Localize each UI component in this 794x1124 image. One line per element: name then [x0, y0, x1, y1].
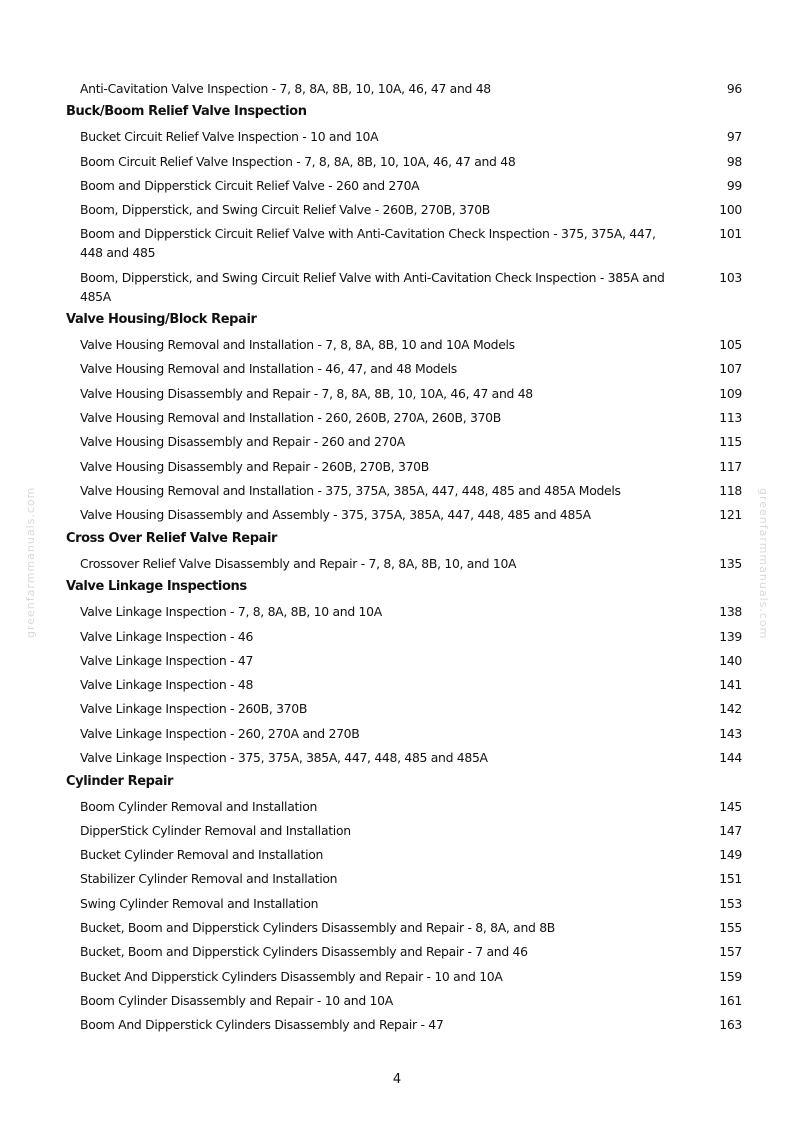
- toc-entry[interactable]: [66, 76, 742, 100]
- toc-entry-page: 143: [719, 725, 742, 741]
- toc-entry-page: 159: [719, 968, 742, 984]
- toc-entry-page: 151: [719, 871, 742, 887]
- toc-entry-title: Boom and Dipperstick Circuit Relief Valve with Anti-Cavitation Check Inspection - 375, 375A, 447, 448 and 485: [80, 226, 656, 261]
- toc-entry-title: Bucket, Boom and Dipperstick Cylinders Disassembly and Repair - 7 and 46: [80, 944, 528, 960]
- toc-entry[interactable]: [66, 1012, 742, 1036]
- toc-entry-title: Valve Linkage Inspection - 47: [80, 652, 254, 668]
- toc-section-heading: Cross Over Relief Valve Repair: [66, 530, 278, 546]
- toc-entry-title: Valve Linkage Inspection - 260, 270A and 270B: [80, 725, 360, 741]
- toc-entry-page: 161: [719, 992, 742, 1008]
- toc-entry[interactable]: [66, 381, 742, 405]
- toc-entry-page: 107: [719, 361, 742, 377]
- toc-entry-page: 147: [719, 822, 742, 838]
- toc-entry-title: Boom, Dipperstick, and Swing Circuit Relief Valve - 260B, 270B, 370B: [80, 202, 490, 218]
- toc-entry[interactable]: [66, 697, 742, 721]
- toc-entry-page: 144: [719, 750, 742, 766]
- toc-entry-title: DipperStick Cylinder Removal and Installation: [80, 822, 351, 838]
- toc-entry[interactable]: [66, 454, 742, 478]
- toc-entry-page: 163: [719, 1017, 742, 1033]
- toc-entry-title: Valve Housing Disassembly and Repair - 7, 8, 8A, 8B, 10, 10A, 46, 47 and 48: [80, 385, 533, 401]
- toc-entry[interactable]: [66, 333, 742, 357]
- toc-entry[interactable]: [66, 867, 742, 891]
- toc-entry-page: 155: [719, 920, 742, 935]
- toc-entry[interactable]: [66, 197, 742, 221]
- toc-entry-title: Valve Linkage Inspection - 46: [80, 628, 254, 644]
- toc-entry[interactable]: [66, 843, 742, 867]
- toc-section-heading: Valve Linkage Inspections: [66, 579, 247, 595]
- toc-section-heading: Valve Housing/Block Repair: [66, 312, 257, 328]
- toc-entry[interactable]: [66, 745, 742, 769]
- toc-entry-page: 140: [719, 652, 742, 668]
- toc-entry-title: Bucket Circuit Relief Valve Inspection - 10 and 10A: [80, 129, 379, 145]
- toc-entry-page: 99: [726, 177, 742, 193]
- toc-entry-title: Stabilizer Cylinder Removal and Installation: [80, 871, 338, 887]
- toc-entry-page: 117: [719, 458, 742, 474]
- toc-entry-page: 157: [719, 944, 742, 960]
- toc-entry-page: 109: [719, 385, 742, 401]
- toc-entry-title: Valve Housing Removal and Installation - 46, 47, and 48 Models: [80, 361, 457, 377]
- toc-entry[interactable]: [66, 125, 742, 149]
- toc-entry-title: Crossover Relief Valve Disassembly and Repair - 7, 8, 8A, 8B, 10, and 10A: [80, 555, 517, 571]
- toc-entry[interactable]: [66, 430, 742, 454]
- toc-entry-title: Boom Cylinder Disassembly and Repair - 10 and 10A: [80, 992, 393, 1008]
- watermark-left-text: greenfarmmanuals.com: [24, 486, 37, 638]
- toc-entry-title: Boom And Dipperstick Cylinders Disassembly and Repair - 47: [80, 1017, 444, 1033]
- toc-entry-page: 141: [719, 677, 742, 693]
- watermark-right-text: greenfarmmanuals.com: [757, 488, 770, 640]
- toc-entry-page: 97: [726, 129, 742, 145]
- toc-entry[interactable]: [66, 173, 742, 197]
- toc-entry[interactable]: [66, 891, 742, 915]
- toc-entry-title: Bucket Cylinder Removal and Installation: [80, 847, 324, 863]
- toc-entry[interactable]: [66, 478, 742, 502]
- toc-section-heading: Buck/Boom Relief Valve Inspection: [66, 104, 307, 120]
- toc-entry[interactable]: [66, 673, 742, 697]
- toc-entry-page: 142: [719, 701, 742, 717]
- toc-entry[interactable]: [66, 818, 742, 842]
- toc-entry[interactable]: [66, 988, 742, 1012]
- toc-entry[interactable]: [66, 915, 742, 939]
- toc-entry-page: 96: [726, 80, 742, 96]
- toc-entry[interactable]: [66, 149, 742, 173]
- toc-entry[interactable]: [66, 222, 742, 265]
- toc-entry-page: 121: [719, 507, 742, 523]
- toc-entry[interactable]: [66, 551, 742, 575]
- toc-entry-title: Valve Linkage Inspection - 48: [80, 677, 254, 693]
- toc-entry-page: 115: [719, 434, 742, 450]
- toc-entry[interactable]: [66, 721, 742, 745]
- toc-entry[interactable]: [66, 794, 742, 818]
- toc-entry[interactable]: [66, 940, 742, 964]
- toc-entry-title: Swing Cylinder Removal and Installation: [80, 895, 319, 911]
- table-of-contents: [66, 76, 742, 1037]
- toc-entry-page: 135: [719, 555, 742, 571]
- toc-entry-title: Valve Housing Disassembly and Repair - 260 and 270A: [80, 434, 405, 450]
- toc-entry-page: 98: [726, 153, 742, 169]
- toc-entry-page: 118: [719, 482, 742, 498]
- toc-entry-page: 100: [719, 202, 742, 218]
- toc-entry[interactable]: [66, 503, 742, 527]
- toc-entry-title: Valve Housing Removal and Installation - 7, 8, 8A, 8B, 10 and 10A Models: [80, 337, 515, 353]
- toc-entry-page: 113: [719, 410, 742, 426]
- toc-entry-title: Valve Housing Disassembly and Repair - 260B, 270B, 370B: [80, 458, 429, 474]
- toc-entry-title: Boom Cylinder Removal and Installation: [80, 798, 318, 814]
- page-number: 4: [392, 1072, 402, 1087]
- toc-entry-title: Boom, Dipperstick, and Swing Circuit Relief Valve with Anti-Cavitation Check Inspection - 385A and 485A: [80, 269, 665, 304]
- toc-entry-page: 149: [719, 847, 742, 863]
- toc-entry-page: 101: [719, 226, 742, 242]
- toc-entry[interactable]: [66, 265, 742, 308]
- toc-section-heading: Cylinder Repair: [66, 773, 174, 789]
- toc-entry-title: Bucket And Dipperstick Cylinders Disassembly and Repair - 10 and 10A: [80, 968, 503, 984]
- toc-entry[interactable]: [66, 600, 742, 624]
- toc-entry-page: 153: [719, 895, 742, 911]
- toc-entry-title: Valve Linkage Inspection - 260B, 370B: [80, 701, 308, 717]
- toc-entry-page: 138: [719, 604, 742, 620]
- toc-entry[interactable]: [66, 405, 742, 429]
- toc-entry-title: Valve Housing Disassembly and Assembly - 375, 375A, 385A, 447, 448, 485 and 485A: [80, 507, 591, 523]
- toc-entry-page: 105: [719, 337, 742, 353]
- toc-entry[interactable]: [66, 624, 742, 648]
- toc-entry-title: Valve Housing Removal and Installation - 260, 260B, 270A, 260B, 370B: [80, 410, 501, 426]
- toc-entry-title: Boom and Dipperstick Circuit Relief Valve - 260 and 270A: [80, 177, 420, 193]
- toc-entry-title: Valve Linkage Inspection - 7, 8, 8A, 8B, 10 and 10A: [80, 604, 382, 620]
- toc-entry-page: 145: [719, 798, 742, 814]
- toc-entry-page: 103: [719, 269, 742, 285]
- toc-entry-page: 139: [719, 628, 742, 644]
- toc-entry-title: Boom Circuit Relief Valve Inspection - 7, 8, 8A, 8B, 10, 10A, 46, 47 and 48: [80, 153, 516, 169]
- toc-entry[interactable]: [66, 648, 742, 672]
- toc-entry-title: Valve Linkage Inspection - 375, 375A, 385A, 447, 448, 485 and 485A: [80, 750, 488, 766]
- toc-entry[interactable]: [66, 357, 742, 381]
- toc-entry-title: Bucket, Boom and Dipperstick Cylinders Disassembly and Repair - 8, 8A, and 8B: [80, 920, 556, 935]
- toc-entry-title: Valve Housing Removal and Installation - 375, 375A, 385A, 447, 448, 485 and 485A Models: [80, 482, 621, 498]
- toc-entry[interactable]: [66, 964, 742, 988]
- toc-entry-title: Anti-Cavitation Valve Inspection - 7, 8, 8A, 8B, 10, 10A, 46, 47 and 48: [80, 80, 491, 96]
